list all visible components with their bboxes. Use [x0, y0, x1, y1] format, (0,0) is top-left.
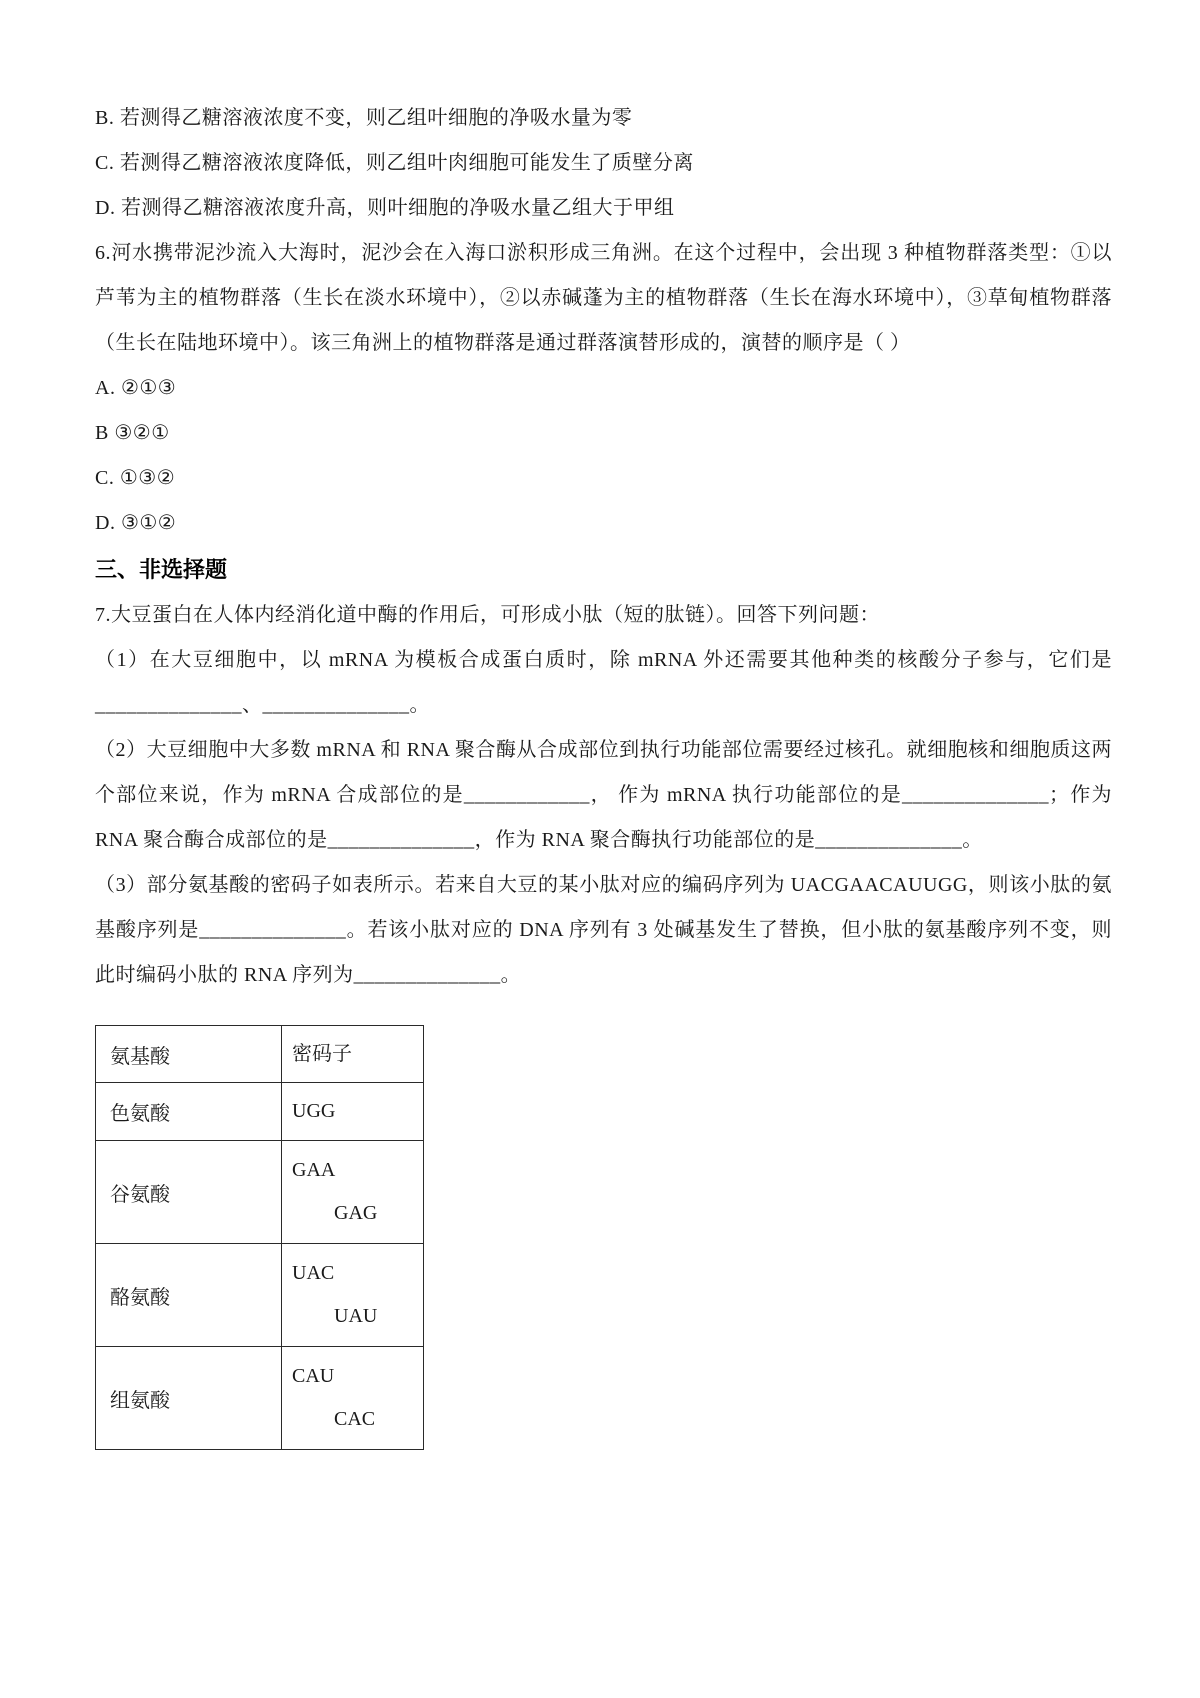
amino-acid-header-cell: 氨基酸	[96, 1026, 282, 1083]
codon-cell	[282, 1083, 424, 1141]
table-row	[96, 1347, 424, 1450]
codon-value: CAC	[334, 1408, 376, 1430]
q7-part3: （3）部分氨基酸的密码子如表所示。若来自大豆的某小肽对应的编码序列为 UACGAACAUUGG，则该小肽的氨基酸序列是______________。若该小肽对应的 DNA 序列有 3 处碱基发生了替换，但小肽的氨基酸序列不变，则此时编码小肽的 RNA 序列为______________。	[95, 874, 1112, 986]
amino-acid-cell: 谷氨酸	[96, 1141, 282, 1244]
q5-option-b: B. 若测得乙糖溶液浓度不变，则乙组叶细胞的净吸水量为零	[95, 107, 633, 129]
table-header-row	[96, 1026, 424, 1083]
codon-value: UAC	[292, 1262, 335, 1284]
q6-stem: 6.河水携带泥沙流入大海时，泥沙会在入海口淤积形成三角洲。在这个过程中，会出现 3 种植物群落类型：①以芦苇为主的植物群落（生长在淡水环境中），②以赤碱蓬为主的植物群落（生长在海水环境中），③草甸植物群落（生长在陆地环境中）。该三角洲上的植物群落是通过群落演替形成的，演替的顺序是（ ）	[95, 242, 1112, 354]
q7-intro: 7.大豆蛋白在人体内经消化道中酶的作用后，可形成小肽（短的肽链）。回答下列问题：	[95, 604, 880, 626]
codon-value: UAU	[334, 1305, 378, 1327]
table-row	[96, 1083, 424, 1141]
q5-option-c: C. 若测得乙糖溶液浓度降低，则乙组叶肉细胞可能发生了质壁分离	[95, 152, 694, 174]
amino-acid-cell: 组氨酸	[96, 1347, 282, 1450]
codon-value: GAG	[334, 1202, 378, 1224]
amino-acid-cell: 酪氨酸	[96, 1244, 282, 1347]
codon-value: UGG	[292, 1100, 336, 1122]
codon-table	[95, 1025, 424, 1450]
table-row	[96, 1244, 424, 1347]
q7-part1: （1）在大豆细胞中，以 mRNA 为模板合成蛋白质时，除 mRNA 外还需要其他种类的核酸分子参与，它们是______________、______________。	[95, 649, 1112, 716]
table-row	[96, 1141, 424, 1244]
codon-cell	[282, 1347, 424, 1450]
q6-option-b: B ③②①	[95, 422, 170, 444]
q7-part2: （2）大豆细胞中大多数 mRNA 和 RNA 聚合酶从合成部位到执行功能部位需要经过核孔。就细胞核和细胞质这两个部位来说，作为 mRNA 合成部位的是____________， 作为 mRNA 执行功能部位的是______________；作为 RNA 聚合酶合成部位的是______________，作为 RNA 聚合酶执行功能部位的是______________。	[95, 739, 1112, 851]
q6-option-d: D. ③①②	[95, 512, 177, 534]
amino-acid-cell: 色氨酸	[96, 1083, 282, 1141]
section-header: 三、非选择题	[95, 557, 228, 582]
codon-header-label: 密码子	[292, 1042, 352, 1065]
q6-option-c: C. ①③②	[95, 467, 176, 489]
q5-option-d: D. 若测得乙糖溶液浓度升高，则叶细胞的净吸水量乙组大于甲组	[95, 197, 675, 219]
codon-cell	[282, 1141, 424, 1244]
codon-value: GAA	[292, 1159, 336, 1181]
codon-cell	[282, 1244, 424, 1347]
q6-option-a: A. ②①③	[95, 377, 177, 399]
codon-header-cell	[282, 1026, 424, 1083]
codon-value: CAU	[292, 1365, 335, 1387]
